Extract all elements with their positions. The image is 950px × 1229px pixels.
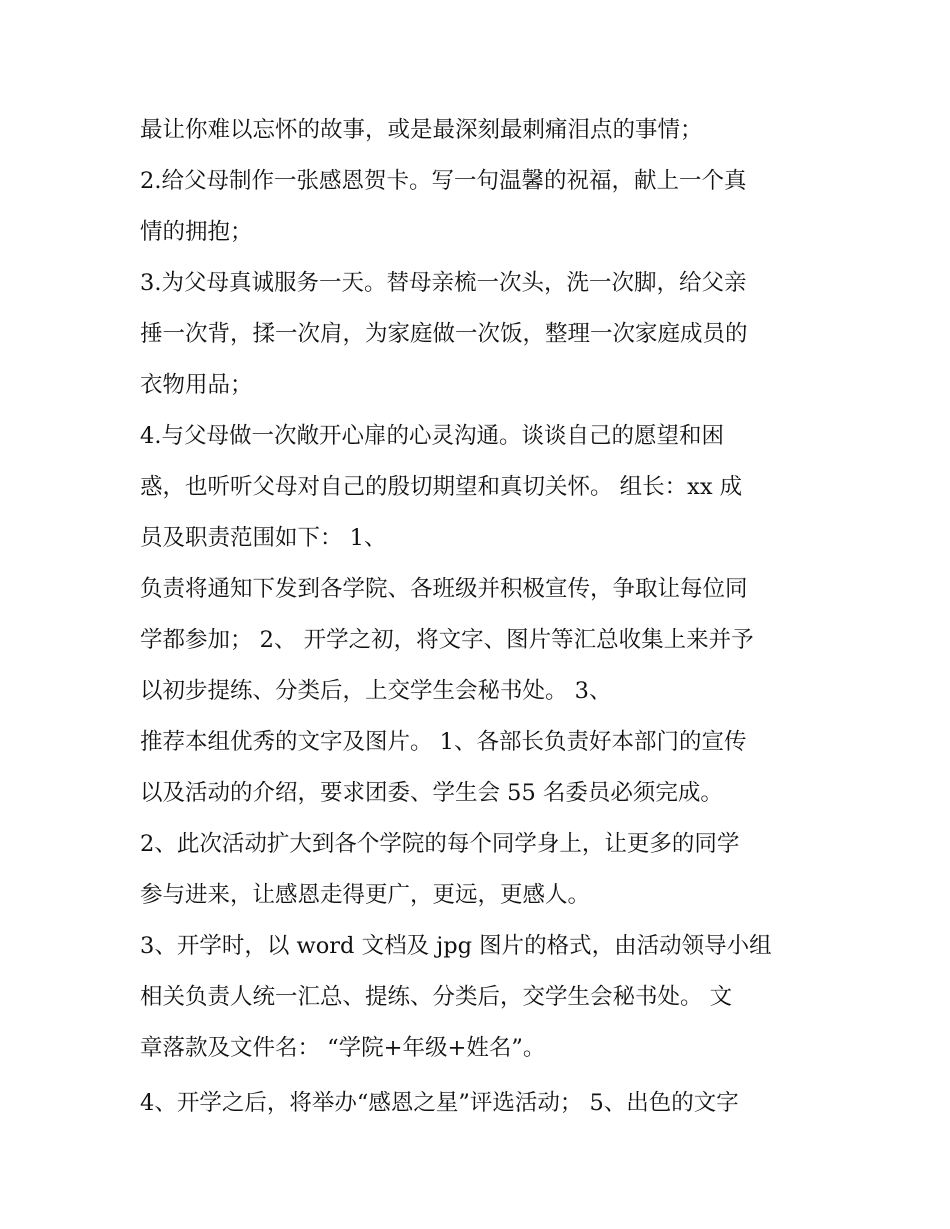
text-line: 以及活动的介绍，要求团委、学生会 55 名委员必须完成。 xyxy=(140,780,723,806)
text-line: 以初步提练、分类后，上交学生会秘书处。 3、 xyxy=(140,678,612,704)
text-line: 负责将通知下发到各学院、各班级并积极宣传，争取让每位同 xyxy=(140,576,748,602)
text-line: 员及职责范围如下： 1、 xyxy=(140,525,387,551)
text-line: 惑，也听听父母对自己的殷切期望和真切关怀。 组长：xx 成 xyxy=(140,474,743,500)
text-line: 4、开学之后，将举办“感恩之星”评选活动； 5、出色的文字 xyxy=(140,1090,739,1116)
text-line: 学都参加； 2、 开学之初，将文字、图片等汇总收集上来并予 xyxy=(140,627,754,653)
text-line: 相关负责人统一汇总、提练、分类后，交学生会秘书处。 文 xyxy=(140,984,733,1010)
text-line: 章落款及文件名： “学院+年级+姓名”。 xyxy=(140,1035,546,1061)
text-line: 3、开学时，以 word 文档及 jpg 图片的格式，由活动领导小组 xyxy=(140,933,772,959)
text-line: 2.给父母制作一张感恩贺卡。写一句温馨的祝福，献上一个真 xyxy=(140,168,747,194)
text-line: 参与进来，让感恩走得更广，更远，更感人。 xyxy=(140,882,591,908)
text-line: 推荐本组优秀的文字及图片。 1、各部长负责好本部门的宣传 xyxy=(140,729,747,755)
text-line: 最让你难以忘怀的故事，或是最深刻最刺痛泪点的事情； xyxy=(140,117,703,143)
text-line: 2、此次活动扩大到各个学院的每个同学身上，让更多的同学 xyxy=(140,831,740,857)
text-line: 4.与父母做一次敞开心扉的心灵沟通。谈谈自己的愿望和困 xyxy=(140,423,724,449)
text-line: 3.为父母真诚服务一天。替母亲梳一次头，洗一次脚，给父亲 xyxy=(140,270,747,296)
text-line: 情的拥抱； xyxy=(140,219,253,245)
text-line: 衣物用品； xyxy=(140,372,253,398)
text-line: 捶一次背，揉一次肩，为家庭做一次饭，整理一次家庭成员的 xyxy=(140,321,748,347)
document-body xyxy=(140,108,820,1132)
